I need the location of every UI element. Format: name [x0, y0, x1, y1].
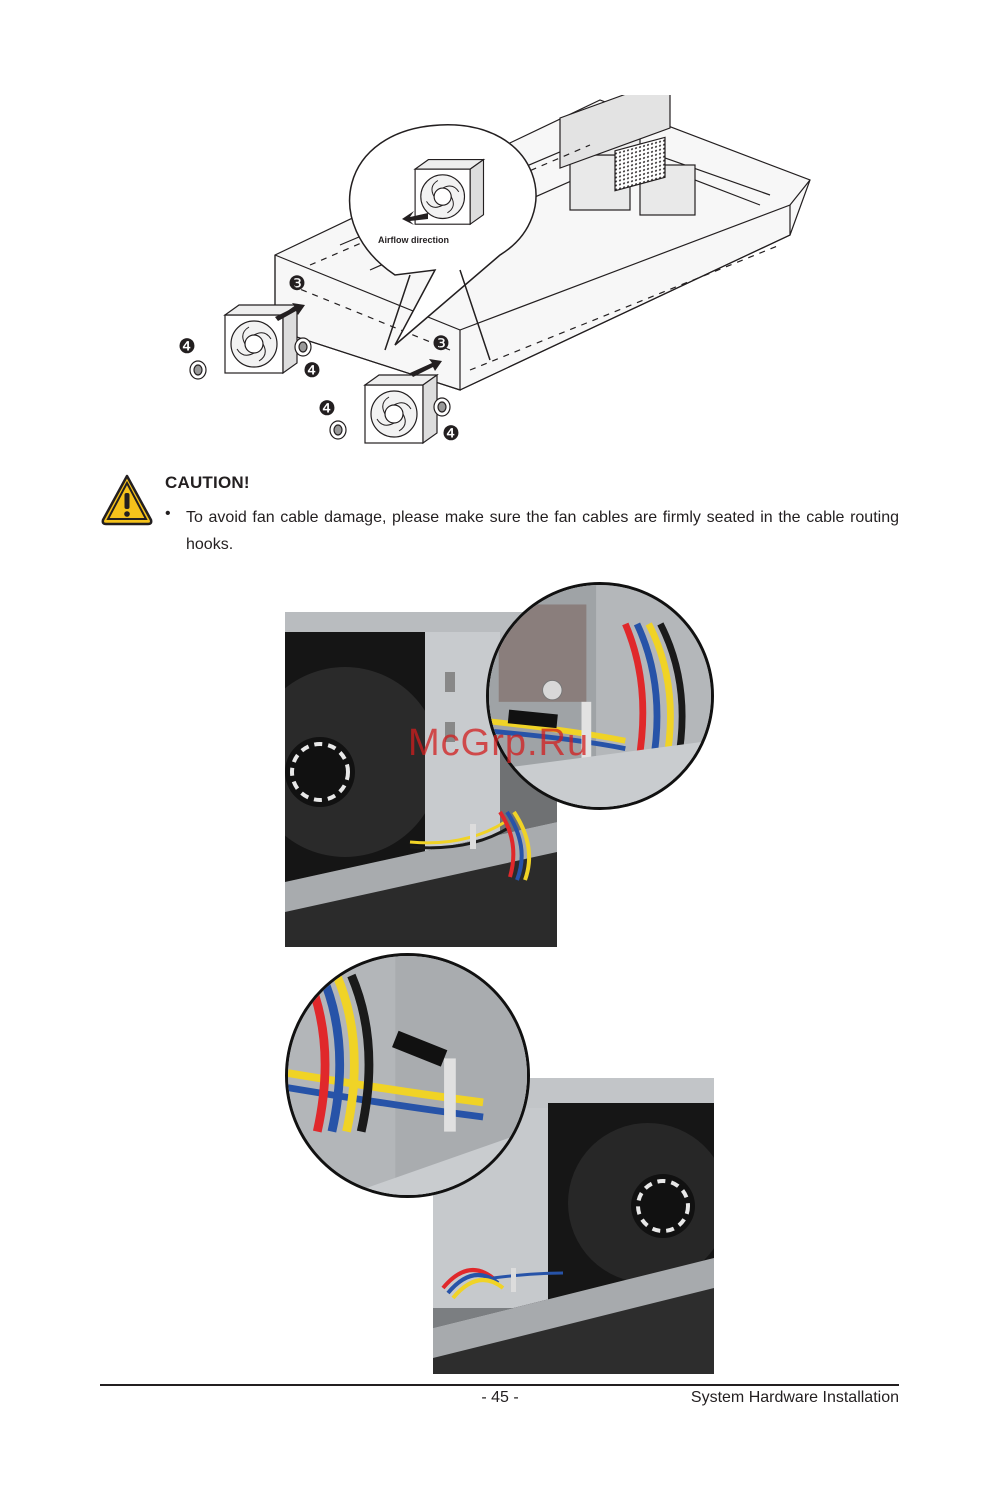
caution-title: CAUTION! [165, 473, 250, 492]
cable-hook-closeup-1 [486, 582, 714, 810]
step-4-marker: ❹ [318, 396, 336, 420]
step-4-marker: ❹ [303, 358, 321, 382]
bullet: • [165, 505, 171, 522]
step-3-marker: ❸ [288, 271, 306, 295]
airflow-direction-label: Airflow direction [378, 235, 450, 245]
watermark-text: McGrp.Ru [408, 722, 590, 764]
section-title: System Hardware Installation [690, 1389, 899, 1406]
step-3-marker: ❸ [432, 331, 450, 355]
caution-text: To avoid fan cable damage, please make sure the fan cables are firmly seated in the cable routing hooks. [186, 509, 899, 553]
footer-divider [100, 1384, 899, 1386]
step-4-marker: ❹ [442, 421, 460, 445]
chassis-fan-install-diagram [170, 95, 830, 445]
step-4-marker: ❹ [178, 334, 196, 358]
page-number: - 45 - [481, 1389, 519, 1406]
warning-triangle-icon [100, 473, 154, 527]
cable-hook-closeup-2 [285, 953, 530, 1198]
